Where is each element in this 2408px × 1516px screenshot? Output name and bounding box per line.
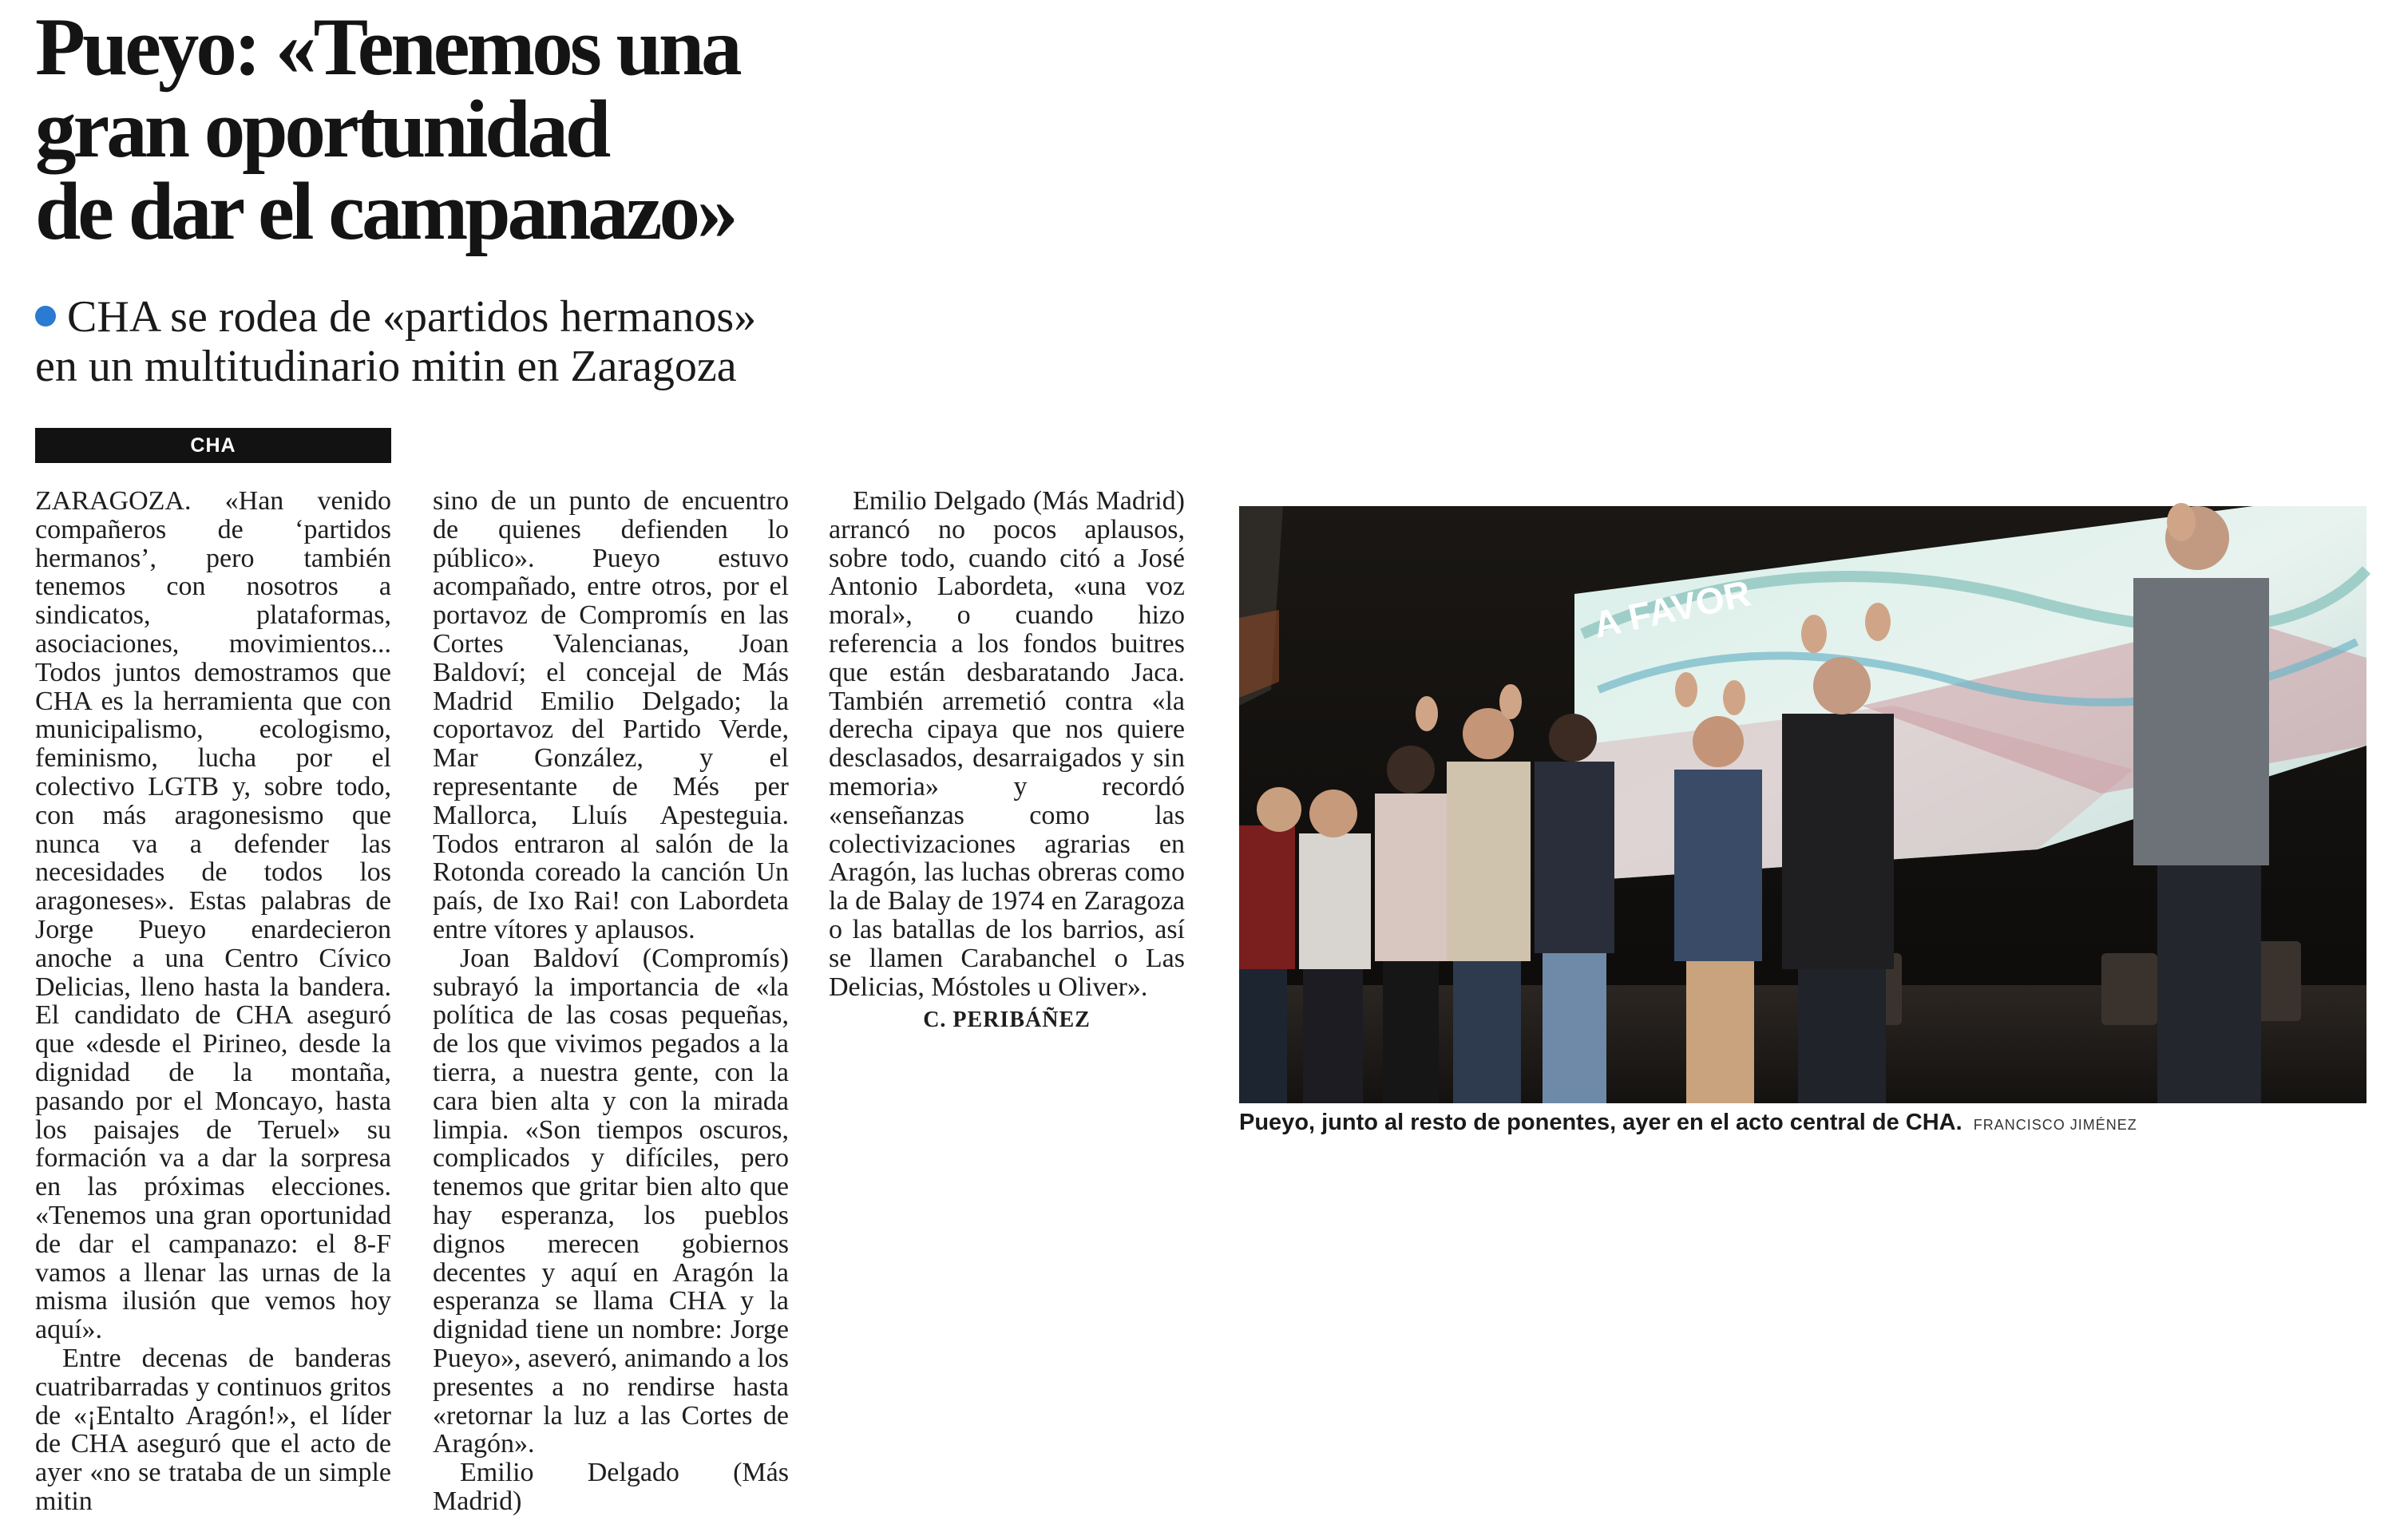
photo-caption bbox=[1239, 1110, 2366, 1136]
news-photo bbox=[1239, 506, 2366, 1103]
article-column-3 bbox=[829, 487, 1185, 1035]
photo-illustration bbox=[1239, 506, 2366, 1103]
paragraph: Emilio Delgado (Más Madrid) bbox=[433, 1458, 789, 1516]
photo-credit: FRANCISCO JIMÉNEZ bbox=[1973, 1117, 2137, 1133]
section-tag: CHA bbox=[35, 428, 391, 463]
article-column-2 bbox=[433, 486, 789, 1516]
screen-text: A FAVOR bbox=[1590, 572, 1755, 646]
subhead-line-text: CHA se rodea de «partidos hermanos» bbox=[67, 292, 757, 342]
paragraph: Emilio Delgado (Más Madrid) arrancó no pocos aplausos, sobre todo, cuando citó a José Antonio Labordeta, «una voz moral», o cuando hizo referencia a los fondos buitres que están desbaratando Jaca. También arremetió contra «la derecha cipaya que nos quiere desclasados, desarraigados y sin memoria» y recordó «enseñanzas como las colectivizaciones agrarias en Aragón, las luchas obreras como la de Balay de 1974 en Zaragoza o las batallas de los barrios, así se llamen Carabanchel o Las Delicias, Móstoles u Oliver». bbox=[829, 486, 1185, 1002]
subheadline bbox=[35, 292, 834, 391]
subhead-line bbox=[35, 292, 834, 342]
caption-text: Pueyo, junto al resto de ponentes, ayer en el acto central de CHA. bbox=[1239, 1110, 1962, 1135]
bullet-dot-icon bbox=[35, 306, 56, 327]
headline-line: de dar el campanazo» bbox=[35, 166, 735, 257]
paragraph: ZARAGOZA. «Han venido compañeros de ‘partidos hermanos’, pero también tenemos con nosotros a sindicatos, plataformas, asociaciones, movimientos... Todos juntos demostramos que CHA es la herramienta que con municipalismo, ecologismo, feminismo, lucha por el colectivo LGTB y, sobre todo, con más aragonesismo que nunca va a defender las necesidades de todos los aragoneses». Estas palabras de Jorge Pueyo enardecieron anoche a una Centro Cívico Delicias, lleno hasta la bandera. El candidato de CHA aseguró que «desde el Pirineo, desde la dignidad de la montaña, pasando por el Moncayo, hasta los paisajes de Teruel» su formación va a dar la sorpresa en las próximas elecciones. «Tenemos una gran oportunidad de dar el campanazo: el 8-F vamos a llenar las urnas de la misma ilusión que vemos hoy aquí». bbox=[35, 486, 391, 1345]
headline bbox=[35, 2, 834, 257]
subhead-line: en un multitudinario mitin en Zaragoza bbox=[35, 342, 737, 391]
paragraph: Entre decenas de banderas cuatribarradas y continuos gritos de «¡Entalto Aragón!», el líder de CHA aseguró que el acto de ayer «no se trataba de un simple mitin bbox=[35, 1343, 391, 1516]
headline-line: Pueyo: «Tenemos una bbox=[35, 2, 739, 93]
paragraph: Joan Baldoví (Compromís) subrayó la importancia de «la política de las cosas pequeñas, de los que vivimos pegados a la tierra, a nuestra gente, con la cara bien alta y con la mirada limpia. «Son tiempos oscuros, complicados y difíciles, pero tenemos que gritar bien alto que hay esperanza, los pueblos dignos merecen gobiernos decentes y aquí en Aragón la esperanza se llama CHA y la dignidad tiene un nombre: Jorge Pueyo», aseveró, animando a los presentes a no rendirse hasta «retornar la luz a las Cortes de Aragón». bbox=[433, 943, 789, 1459]
headline-line: gran oportunidad bbox=[35, 84, 608, 175]
article-column-1 bbox=[35, 486, 391, 1516]
byline: C. PERIBÁÑEZ bbox=[923, 1007, 1091, 1033]
paragraph: sino de un punto de encuentro de quienes defienden lo público». Pueyo estuvo acompañado, entre otros, por el portavoz de Compromís en las Cortes Valencianas, Joan Baldoví; el concejal de Más Madrid Emilio Delgado; la coportavoz del Partido Verde, Mar González, y el representante de Més per Mallorca, Lluís Apesteguia. Todos entraron al salón de la Rotonda coreado la canción Un país, de Ixo Rai! con Labordeta entre vítores y aplausos. bbox=[433, 486, 789, 944]
